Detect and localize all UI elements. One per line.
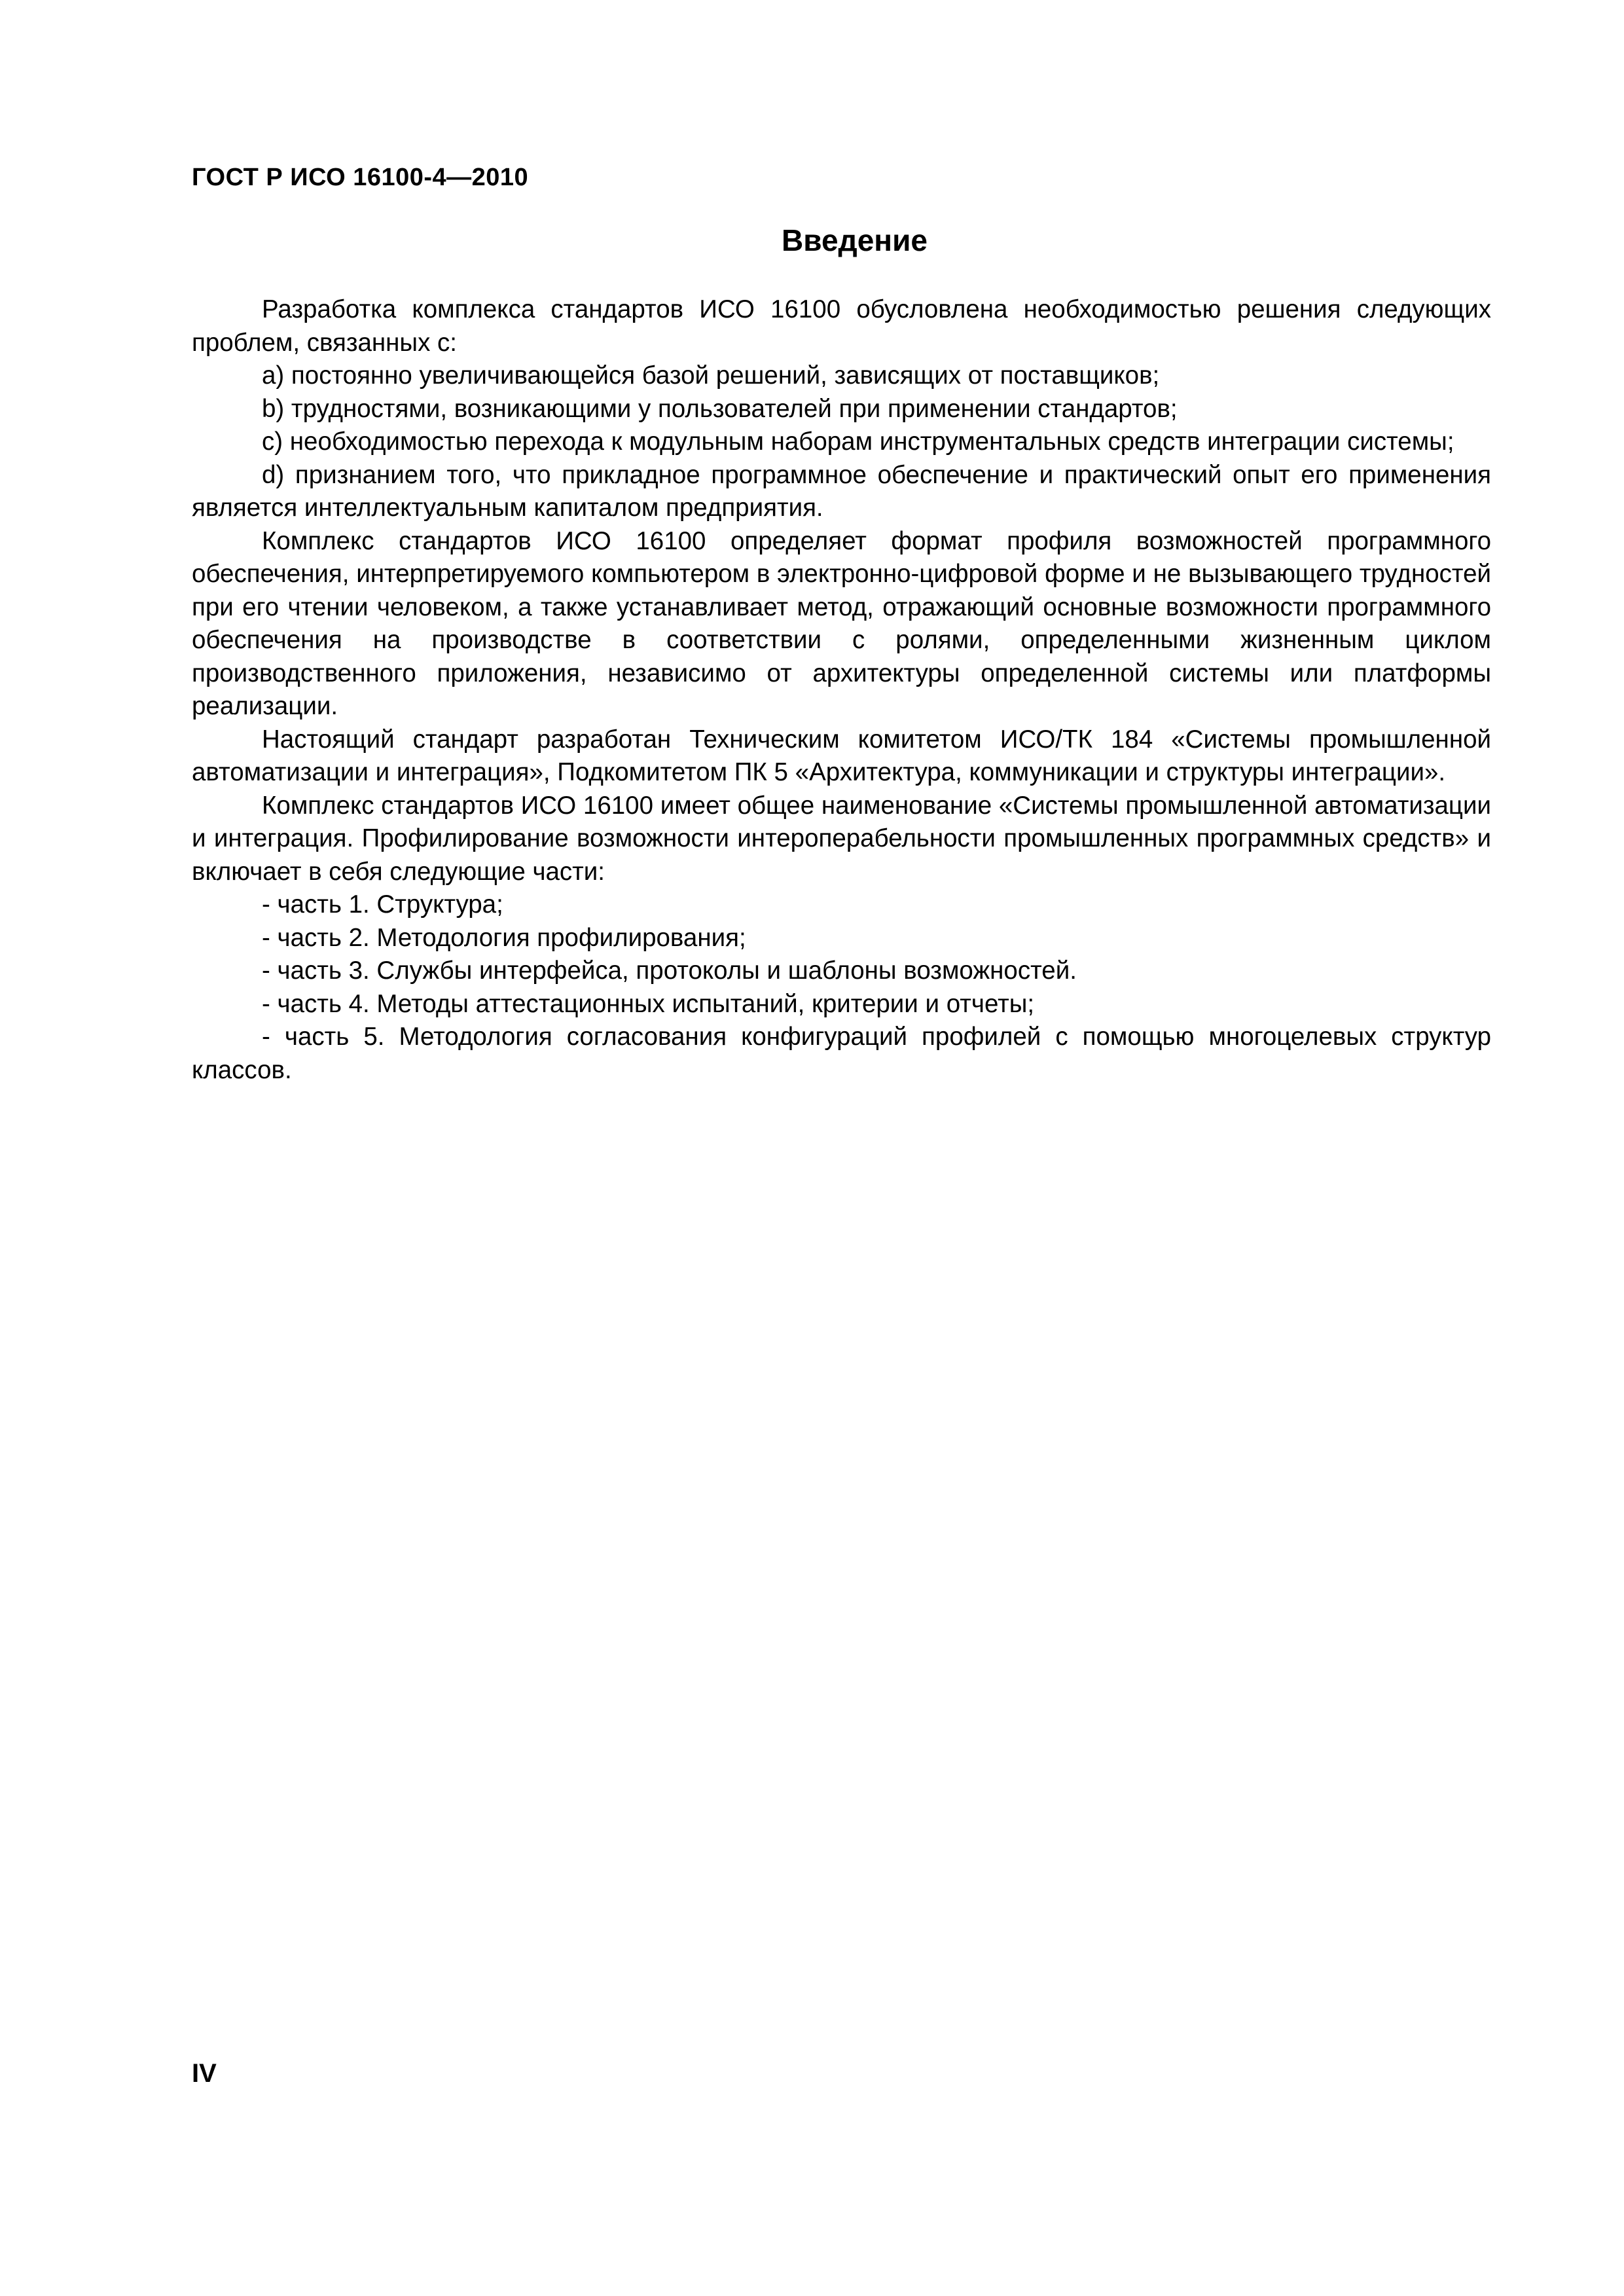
list-item: - часть 5. Методология согласования конфигураций профилей с помощью многоцелевых структур классов. [192,1023,1491,1084]
list-item: - часть 3. Службы интерфейса, протоколы и шаблоны возможностей. [262,957,1077,985]
list-item: а) постоянно увеличивающейся базой решений, зависящих от поставщиков; [262,361,1160,390]
list-item: - часть 2. Методология профилирования; [262,923,746,952]
list-item: c) необходимостью перехода к модульным наборам инструментальных средств интеграции системы; [262,428,1454,456]
section-title: Введение [782,223,928,257]
list-item: d) признанием того, что прикладное программное обеспечение и практический опыт его применения является интеллектуальным капиталом предприятия. [192,460,1491,522]
body-text [192,293,1491,1087]
paragraph: Настоящий стандарт разработан Техническим комитетом ИСО/ТК 184 «Системы промышленной автоматизации и интеграция», Подкомитетом ПК 5 «Архитектура, коммуникации и структуры интеграции». [192,725,1491,786]
paragraph: Комплекс стандартов ИСО 16100 имеет общее наименование «Системы промышленной автоматизации и интеграция. Профилирование возможности интероперабельности промышленных программных средств» и включает в себя следующие части: [192,791,1491,886]
list-item: - часть 1. Структура; [262,890,503,919]
list-item: b) трудностями, возникающими у пользователей при применении стандартов; [262,394,1178,423]
paragraph: Разработка комплекса стандартов ИСО 16100 обусловлена необходимостью решения следующих проблем, связанных с: [192,295,1491,357]
page-number: IV [192,2059,217,2088]
document-header: ГОСТ Р ИСО 16100-4—2010 [192,164,529,191]
paragraph: Комплекс стандартов ИСО 16100 определяет формат профиля возможностей программного обеспечения, интерпретируемого компьютером в электронно-цифровой форме и не вызывающего трудностей при его чтении человеком, а также устанавливает метод, отражающий основные возможности программного обеспечения на производстве в соответствии с ролями, определенными жизненным циклом производственного приложения, независимо от архитектуры определенной системы или платформы реализации. [192,526,1491,720]
list-item: - часть 4. Методы аттестационных испытаний, критерии и отчеты; [262,989,1035,1018]
